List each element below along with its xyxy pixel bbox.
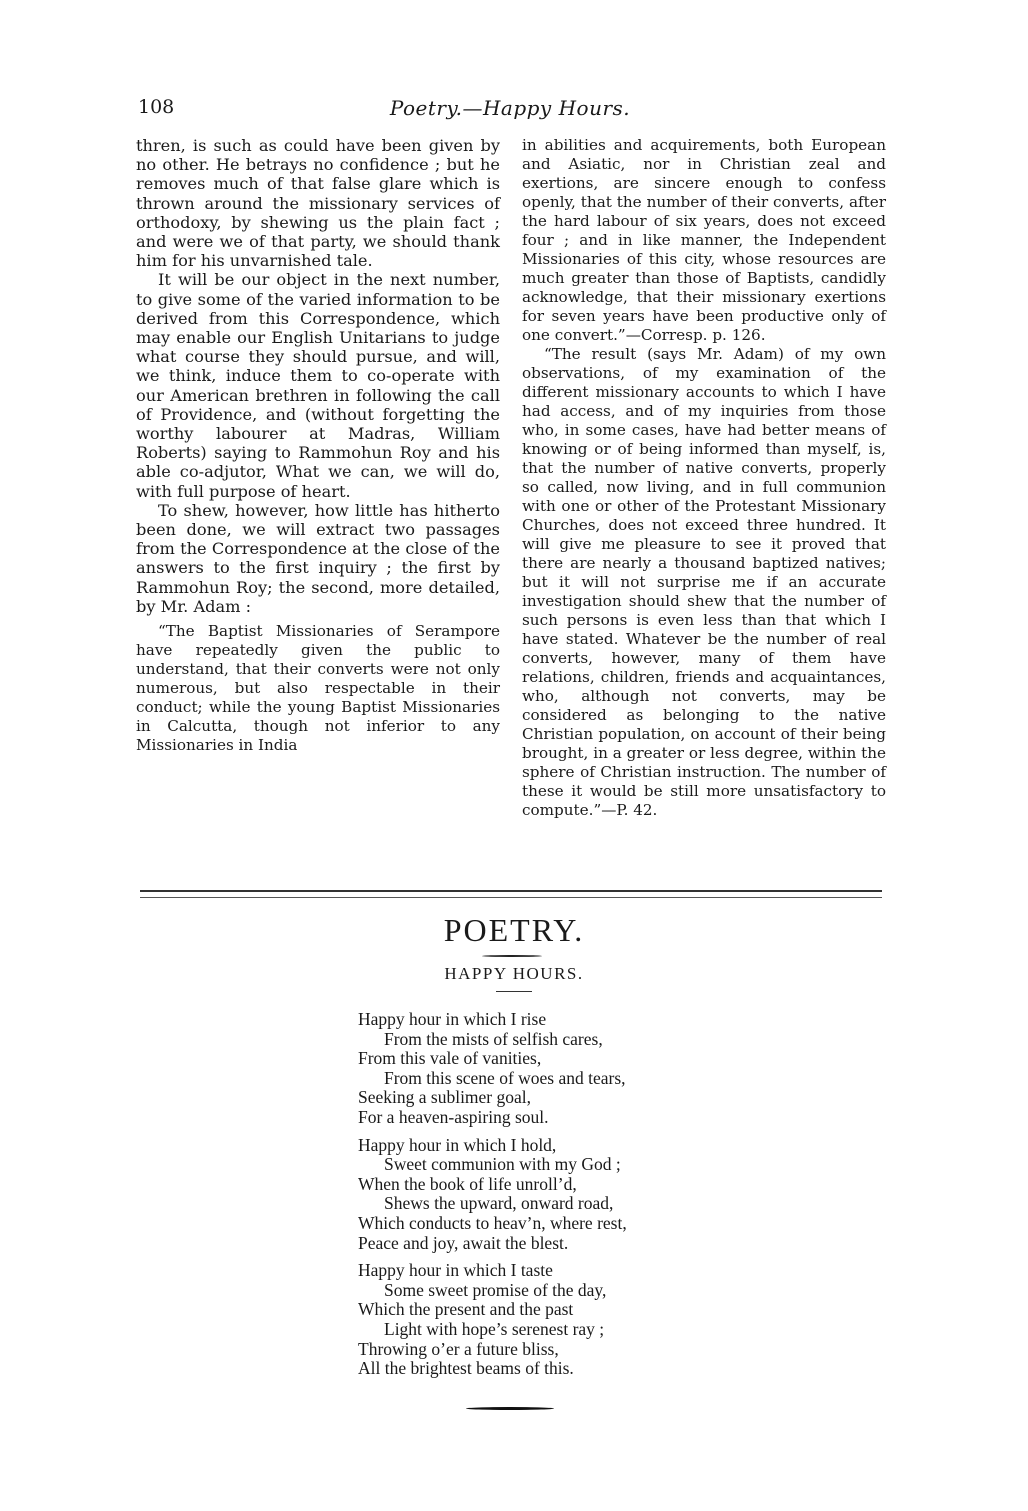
- page-number: 108: [138, 96, 175, 118]
- stanza: [358, 1136, 778, 1254]
- poem-title: HAPPY HOURS.: [444, 964, 584, 983]
- poem-line: Happy hour in which I rise: [358, 1009, 547, 1029]
- poem-line: Which conducts to heav’n, where rest,: [358, 1212, 627, 1233]
- poem-line: From this scene of woes and tears,: [384, 1067, 626, 1088]
- end-ornament: [466, 1407, 554, 1412]
- quoted-paragraph: in abilities and acquirements, both European and Asiatic, nor in Christian zeal and exertions, are sincere enough to confess openly, that the number of their converts, after the hard labour of six years, does not exceed four ; and in like manner, the Independent Missionaries of this city, whose resources are much greater than those of Baptists, candidly acknowledge, that their missionary exertions for seven years have been productive only of one convert.”—Corresp. p. 126.: [522, 136, 886, 344]
- stanza: [358, 1010, 778, 1128]
- left-column: [136, 136, 500, 755]
- poem-line: When the book of life unroll’d,: [358, 1173, 577, 1194]
- poem-line: Peace and joy, await the blest.: [358, 1232, 569, 1253]
- stanza: [358, 1261, 778, 1379]
- poem-line: Throwing o’er a future bliss,: [358, 1338, 559, 1359]
- section-divider: [140, 890, 882, 898]
- poem-line: For a heaven-aspiring soul.: [358, 1106, 549, 1127]
- poem-line: Seeking a sublimer goal,: [358, 1087, 532, 1108]
- paragraph: To shew, however, how little has hitherto been done, we will extract two passages from the Correspondence at the close of the answers to the first inquiry ; the first by Rammohun Roy; the second, more detailed, by Mr. Adam :: [136, 500, 500, 616]
- right-column: [522, 136, 886, 820]
- quoted-paragraph: “The result (says Mr. Adam) of my own observations, of my examination of the different missionary accounts to which I have had access, and of my inquiries from those who, in some cases, have had better means of knowing or of being informed than myself, is, that the number of native converts, properly so called, now living, and in full communion with one or other of the Protestant Missionary Churches, does not exceed three hundred. It will give me pleasure to see it proved that there are nearly a thousand baptized natives; but it will not surprise me if an accurate investigation should shew that the number of such persons is even less than that which I have stated. Whatever be the number of real converts, however, many of them have relations, children, friends and acquaintances, who, although not converts, may be considered as belonging to the native Christian population, on account of their being brought, in a greater or less degree, within the sphere of Christian instruction. The number of these it would be still more unsatisfactory to compute.”—P. 42.: [522, 345, 886, 819]
- paragraph: It will be our object in the next number, to give some of the varied information to be derived from this Correspondence, which may enable our English Unitarians to judge what course they should pursue, and will, we think, induce them to co-operate with our American brethren in following the call of Providence, and (without forgetting the worthy labourer at Madras, William Roberts) saying to Rammohun Roy and his able co-adjutor, What we can, we will do, with full purpose of heart.: [136, 270, 500, 501]
- running-head: Poetry.—Happy Hours.: [389, 96, 631, 120]
- poem-line: Happy hour in which I hold,: [358, 1134, 557, 1155]
- poem-line: From this vale of vanities,: [358, 1048, 542, 1069]
- ornament-divider: [482, 954, 542, 958]
- poem-line: Light with hope’s serenest ray ;: [384, 1318, 605, 1339]
- poem-line: Some sweet promise of the day,: [384, 1279, 607, 1300]
- poem: [358, 1010, 778, 1387]
- poem-line: Shews the upward, onward road,: [384, 1193, 614, 1214]
- poem-line: All the brightest beams of this.: [358, 1358, 574, 1379]
- paragraph: thren, is such as could have been given by no other. He betrays no confidence ; but he removes much of that false glare which is thrown around the missionary services of orthodoxy, by shewing us the plain fact ; and were we of that party, we should thank him for his unvarnished tale.: [136, 136, 500, 271]
- section-title: POETRY.: [443, 912, 585, 948]
- poem-line: From the mists of selfish cares,: [384, 1028, 603, 1049]
- poem-line: Which the present and the past: [358, 1299, 574, 1320]
- title-underline: [496, 991, 532, 992]
- page-header: [138, 96, 882, 122]
- poem-line: Happy hour in which I taste: [358, 1260, 553, 1281]
- quoted-paragraph: “The Baptist Missionaries of Serampore have repeatedly given the public to understand, that their converts were not only numerous, but also respectable in their conduct; while the young Baptist Missionaries in Calcutta, though not inferior to any Missionaries in India: [136, 622, 500, 755]
- poem-line: Sweet communion with my God ;: [384, 1154, 621, 1175]
